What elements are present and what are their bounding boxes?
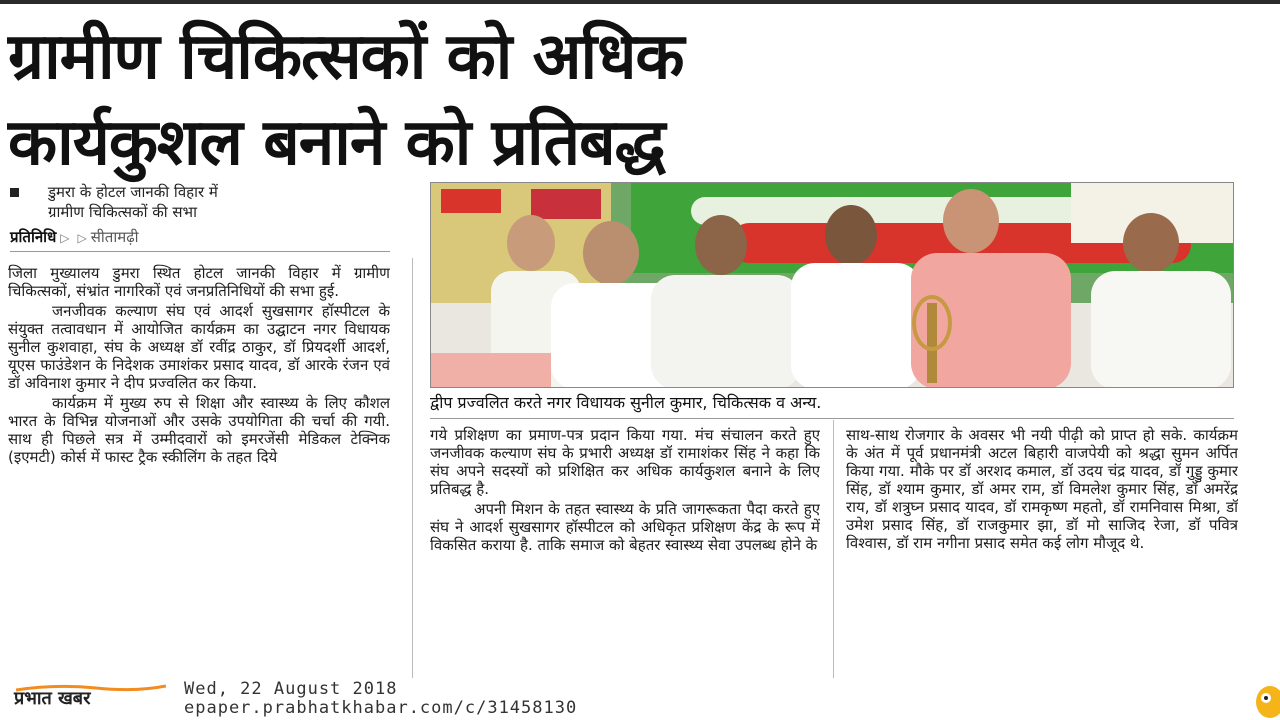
subheading-line-1: डुमरा के होटल जानकी विहार में (48, 183, 218, 201)
prabhat-khabar-logo (14, 684, 174, 712)
article-column-2 (430, 426, 820, 678)
epaper-url[interactable]: epaper.prabhatkhabar.com/c/31458130 (184, 698, 578, 718)
logo-brand-text: प्रभात खबर (14, 688, 91, 709)
bullet-icon (10, 188, 19, 197)
triangle-right-icon: ▷ (77, 231, 87, 245)
edition-date: Wed, 22 August 2018 (184, 679, 398, 699)
article-paragraph: गये प्रशिक्षण का प्रमाण-पत्र प्रदान किया गया. मंच संचालन करते हुए जनजीवक कल्याण संघ के प्रभारी अध्यक्ष डॉ रामाशंकर सिंह ने कहा कि संघ अपने सदस्यों को प्रशिक्षित कर अधिक कार्यकुशल बनाने के लिए प्रतिबद्ध है. (430, 426, 820, 498)
news-photo (430, 182, 1234, 388)
headline-line-1: ग्रामीण चिकित्सकों को अधिक (8, 20, 684, 94)
column-divider (833, 420, 834, 678)
byline-place: सीतामढ़ी (90, 228, 139, 246)
article-paragraph: जिला मुख्यालय डुमरा स्थित होटल जानकी विहार में ग्रामीण चिकित्सकों, संभ्रांत नागरिकों एवं जनप्रतिनिधियों की सभा हुई. (8, 264, 390, 300)
article-paragraph: कार्यक्रम में मुख्य रुप से शिक्षा और स्वास्थ्य के लिए कौशल भारत के विभिन्न योजनाओं और उसके उपयोगिता की चर्चा की गयी. साथ ही पिछले सत्र में उम्मीदवारों को इमरजेंसी मेडिकल टेक्निक (इएमटी) कोर्स में फास्ट ट्रैक स्कीलिंग के तहत दिये (8, 394, 390, 466)
news-photo-illustration (431, 183, 1234, 388)
article-column-1 (8, 264, 390, 678)
article-paragraph: साथ-साथ रोजगार के अवसर भी नयी पीढ़ी को प्राप्त हो सके. कार्यक्रम के अंत में पूर्व प्रधानमंत्री अटल बिहारी वाजपेयी को श्रद्धा सुमन अर्पित किया गया. मौके पर डॉ अरशद कमाल, डॉ उदय चंद्र यादव, डॉ गुड्डु कुमार सिंह, डॉ श्याम कुमार, डॉ अमर राम, डॉ विमलेश कुमार सिंह, डॉ अमरेंद्र राय, डॉ शत्रुघ्न प्रसाद यादव, डॉ रामकृष्ण महतो, डॉ रामनिवास मिश्रा, डॉ उमेश प्रसाद सिंह, डॉ राजकुमार झा, डॉ मो साजिद रेजा, डॉ पवित्र विश्वास, डॉ राम नगीना प्रसाद समेत कई लोग मौजूद थे. (846, 426, 1238, 552)
article-paragraph: जनजीवक कल्याण संघ एवं आदर्श सुखसागर हॉस्पीटल के संयुक्त तत्वावधान में आयोजित कार्यक्रम का उद्घाटन नगर विधायक सुनील कुशवाहा, संघ के अध्यक्ष डॉ रवींद्र ठाकुर, डॉ प्रियदर्शी आदर्श, यूएस फाउंडेशन के निदेशक उमाशंकर प्रसाद यादव, डॉ आरके रंजन एवं डॉ अविनाश कुमार ने दीप प्रज्वलित कर किया. (8, 302, 390, 392)
article-column-3 (846, 426, 1238, 678)
owl-mascot-icon (1250, 678, 1280, 720)
photo-caption: द्वीप प्रज्वलित करते नगर विधायक सुनील कुमार, चिकित्सक व अन्य. (430, 393, 822, 412)
byline-label: प्रतिनिधि (10, 228, 57, 246)
article-paragraph: अपनी मिशन के तहत स्वास्थ्य के प्रति जागरूकता पैदा करते हुए संघ ने आदर्श सुखसागर हॉस्पीटल को अधिकृत प्रशिक्षण केंद्र के रूप में विकसित कराया है. ताकि समाज को बेहतर स्वास्थ्य सेवा उपलब्ध होने के (430, 500, 820, 554)
headline (8, 14, 1258, 186)
column-divider (412, 258, 413, 678)
page-footer (0, 678, 1280, 720)
headline-line-2: कार्यकुशल बनाने को प्रतिबद्ध (8, 106, 665, 180)
caption-divider (430, 418, 1234, 419)
byline (10, 226, 390, 252)
triangle-right-icon: ▷ (60, 231, 70, 245)
top-rule (0, 0, 1280, 4)
subheading-line-2: ग्रामीण चिकित्सकों की सभा (48, 203, 197, 221)
